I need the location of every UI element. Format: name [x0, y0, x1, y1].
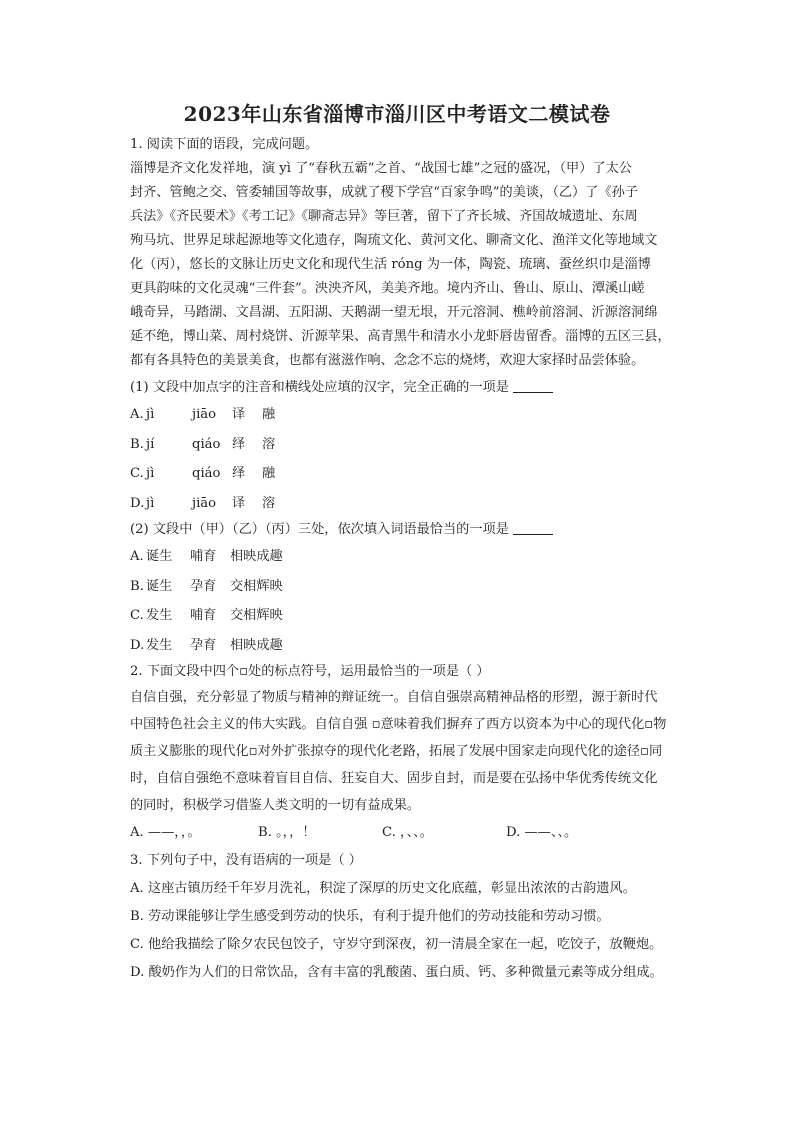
exam-content: [130, 133, 708, 987]
option-d[interactable]: D. 酸奶作为人们的日常饮品，含有丰富的乳酸菌、蛋白质、钙、多种微量元素等成分组成。: [130, 965, 663, 980]
option-c[interactable]: C. ，、、。: [382, 825, 433, 840]
option-b[interactable]: B. 诞生 孕育 交相辉映: [130, 578, 283, 594]
answer-blank[interactable]: [513, 520, 553, 535]
passage-line: 化（丙），悠长的文脉让历史文化和现代生活 róng 为一体，陶瓷、琉璃、蚕丝织巾是淄博: [130, 257, 651, 272]
passage-line: 自信自强，充分彰显了物质与精神的辩证统一。自信自强崇高精神品格的形塑，源于新时代: [130, 690, 658, 705]
question-3: [130, 847, 708, 987]
question-1: [130, 133, 708, 660]
question-1-passage: [130, 157, 708, 373]
passage-line: 封齐、管鲍之交、管委辅国等故事，成就了稷下学宫“百家争鸣”的美谈，（乙）了《孙子: [130, 185, 639, 200]
question-1-head: 1. 阅读下面的语段，完成问题。: [130, 137, 319, 152]
passage-line: 峨奇异，马踏湖、文昌湖、五阳湖、天鹅湖一望无垠，开元溶洞、樵岭前溶洞、沂源溶洞绵: [130, 305, 658, 320]
question-2-passage: [130, 684, 708, 819]
passage-line: 延不绝，博山菜、周村烧饼、沂源苹果、高青黑牛和清水小龙虾唇齿留香。淄博的五区三县，: [130, 329, 671, 344]
question-3-head: 3. 下列句子中，没有语病的一项是（ ）: [130, 853, 362, 868]
option-c[interactable]: C. 他给我描绘了除夕农民包饺子，守岁守到深夜，初一清晨全家在一起，吃饺子，放鞭炮。: [130, 937, 663, 952]
option-b[interactable]: B. jí qiáo 绎 溶: [130, 436, 276, 452]
subquestion-1-text: (1) 文段中加点字的注音和横线处应填的汉字，完全正确的一项是: [130, 380, 509, 395]
option-c[interactable]: C. jì qiáo 绎 融: [130, 466, 276, 481]
passage-line: 质主义膨胀的现代化▫对外扩张掠夺的现代化老路，拓展了发展中国家走向现代化的途径▫同: [130, 744, 663, 759]
option-a[interactable]: A. 诞生 哺育 相映成趣: [130, 549, 283, 564]
question-2-head: 2. 下面文段中四个▫处的标点符号，运用最恰当的一项是（ ）: [130, 664, 490, 679]
answer-blank[interactable]: [513, 378, 553, 393]
subquestion-2-text: (2) 文段中（甲）（乙）（丙）三处，依次填入词语最恰当的一项是: [130, 522, 509, 537]
subquestion-1-options: [130, 400, 708, 518]
passage-line: 的同时，积极学习借鉴人类文明的一切有益成果。: [130, 798, 421, 813]
passage-line: 殉马坑、世界足球起源地等文化遗存，陶琉文化、黄河文化、聊斋文化、渔洋文化等地域文: [130, 233, 658, 248]
question-2-options: [130, 819, 708, 847]
subquestion-1-stem: [130, 376, 708, 400]
passage-line: 中国特色社会主义的伟大实践。自信自强 ▫意味着我们摒弃了西方以资本为中心的现代化▫物: [130, 717, 667, 732]
subquestion-2-options: [130, 542, 708, 660]
option-d[interactable]: D. 发生 孕育 相映成趣: [130, 637, 283, 653]
option-b[interactable]: B. 。，，！: [258, 825, 316, 840]
option-d[interactable]: D. ——、、。: [506, 825, 578, 840]
option-a[interactable]: A. 这座古镇历经千年岁月洗礼，积淀了深厚的历史文化底蕴，彰显出浓浓的古韵遗风。: [130, 881, 636, 896]
passage-line: 时，自信自强绝不意味着盲目自信、狂妄自大、固步自封，而是要在弘扬中华优秀传统文化: [130, 771, 658, 786]
page-title: 2023年山东省淄博市淄川区中考语文二模试卷: [183, 102, 611, 126]
passage-line: 都有各具特色的美景美食，也都有滋滋作响、念念不忘的烧烤，欢迎大家择时品尝体验。: [130, 353, 645, 368]
passage-line: 淄博是齐文化发祥地，演 yì 了“春秋五霸”之首、“战国七雄”之冠的盛况，（甲）了太公: [130, 161, 632, 176]
question-2: [130, 660, 708, 847]
option-b[interactable]: B. 劳动课能够让学生感受到劳动的快乐，有利于提升他们的劳动技能和劳动习惯。: [130, 909, 610, 924]
option-a[interactable]: A. ——，，。: [130, 825, 201, 840]
passage-line: 更具韵味的文化灵魂“三件套”。泱泱齐风，美美齐地。境内齐山、鲁山、原山、潭溪山嵯: [130, 281, 645, 296]
option-a[interactable]: A. jì jiāo 译 融: [130, 407, 276, 422]
passage-line: 兵法》《齐民要术》《考工记》《聊斋志异》等巨著，留下了齐长城、齐国故城遗址、东周: [130, 209, 638, 224]
option-d[interactable]: D. jì jiāo 译 溶: [130, 495, 276, 511]
option-c[interactable]: C. 发生 哺育 交相辉映: [130, 608, 283, 623]
subquestion-2-stem: [130, 518, 708, 542]
